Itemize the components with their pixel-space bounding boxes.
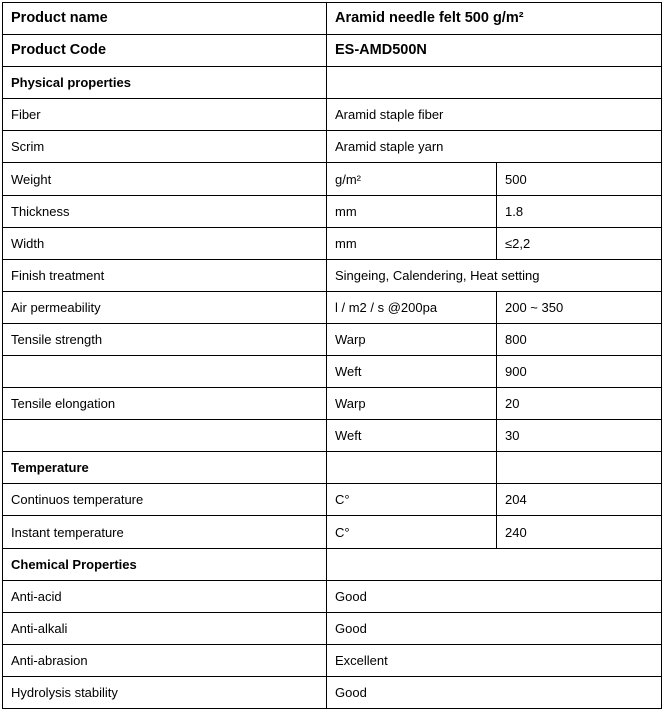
row-label: Continuos temperature xyxy=(3,484,327,516)
row-label: Finish treatment xyxy=(3,260,327,292)
row-value: 900 xyxy=(497,356,662,388)
table-row-scrim xyxy=(3,131,662,163)
product-code-value: ES-AMD500N xyxy=(327,35,662,67)
row-value: Excellent xyxy=(327,645,662,677)
row-unit: C° xyxy=(327,484,497,516)
row-value: 240 xyxy=(497,516,662,549)
row-value: 500 xyxy=(497,163,662,196)
empty-cell xyxy=(497,452,662,484)
table-row-continuous-temperature xyxy=(3,484,662,516)
row-value: 200 ~ 350 xyxy=(497,292,662,324)
row-unit: g/m² xyxy=(327,163,497,196)
row-value: 204 xyxy=(497,484,662,516)
row-value: 1.8 xyxy=(497,196,662,228)
row-value: Aramid staple fiber xyxy=(327,99,662,131)
row-label: Anti-abrasion xyxy=(3,645,327,677)
spec-table xyxy=(2,2,662,709)
row-value: Good xyxy=(327,677,662,709)
row-unit: Warp xyxy=(327,324,497,356)
row-label: Hydrolysis stability xyxy=(3,677,327,709)
row-unit: Weft xyxy=(327,356,497,388)
row-value: Good xyxy=(327,613,662,645)
row-value: Good xyxy=(327,581,662,613)
row-label: Weight xyxy=(3,163,327,196)
row-value: Aramid staple yarn xyxy=(327,131,662,163)
product-name-label: Product name xyxy=(3,3,327,35)
table-row-tensile-elongation-warp xyxy=(3,388,662,420)
table-row-thickness xyxy=(3,196,662,228)
table-row-tensile-strength-weft xyxy=(3,356,662,388)
table-row-finish xyxy=(3,260,662,292)
table-row-weight xyxy=(3,163,662,196)
table-row-anti-alkali xyxy=(3,613,662,645)
section-title-temperature: Temperature xyxy=(3,452,327,484)
section-title-chemical: Chemical Properties xyxy=(3,549,327,581)
product-code-label: Product Code xyxy=(3,35,327,67)
row-label: Tensile elongation xyxy=(3,388,327,420)
row-value: 30 xyxy=(497,420,662,452)
row-label: Fiber xyxy=(3,99,327,131)
row-unit: Warp xyxy=(327,388,497,420)
section-title-physical: Physical properties xyxy=(3,67,327,99)
section-row-chemical xyxy=(3,549,662,581)
section-row-temperature xyxy=(3,452,662,484)
empty-cell xyxy=(327,549,662,581)
empty-cell xyxy=(327,67,662,99)
row-value: Singeing, Calendering, Heat setting xyxy=(327,260,662,292)
row-value: 800 xyxy=(497,324,662,356)
row-unit: C° xyxy=(327,516,497,549)
table-row-air-permeability xyxy=(3,292,662,324)
table-row-anti-abrasion xyxy=(3,645,662,677)
row-unit: mm xyxy=(327,196,497,228)
empty-cell xyxy=(3,420,327,452)
row-label: Thickness xyxy=(3,196,327,228)
row-unit: l / m2 / s @200pa xyxy=(327,292,497,324)
table-row-fiber xyxy=(3,99,662,131)
row-unit: Weft xyxy=(327,420,497,452)
row-label: Scrim xyxy=(3,131,327,163)
row-label: Anti-acid xyxy=(3,581,327,613)
row-label: Anti-alkali xyxy=(3,613,327,645)
product-code-row xyxy=(3,35,662,67)
row-value: ≤2,2 xyxy=(497,228,662,260)
table-row-hydrolysis xyxy=(3,677,662,709)
empty-cell xyxy=(327,452,497,484)
row-unit: mm xyxy=(327,228,497,260)
product-name-row xyxy=(3,3,662,35)
row-label: Tensile strength xyxy=(3,324,327,356)
product-name-value: Aramid needle felt 500 g/m² xyxy=(327,3,662,35)
section-row-physical xyxy=(3,67,662,99)
row-label: Width xyxy=(3,228,327,260)
table-row-tensile-strength-warp xyxy=(3,324,662,356)
table-row-instant-temperature xyxy=(3,516,662,549)
table-row-anti-acid xyxy=(3,581,662,613)
row-label: Air permeability xyxy=(3,292,327,324)
table-row-width xyxy=(3,228,662,260)
row-label: Instant temperature xyxy=(3,516,327,549)
row-value: 20 xyxy=(497,388,662,420)
empty-cell xyxy=(3,356,327,388)
table-row-tensile-elongation-weft xyxy=(3,420,662,452)
